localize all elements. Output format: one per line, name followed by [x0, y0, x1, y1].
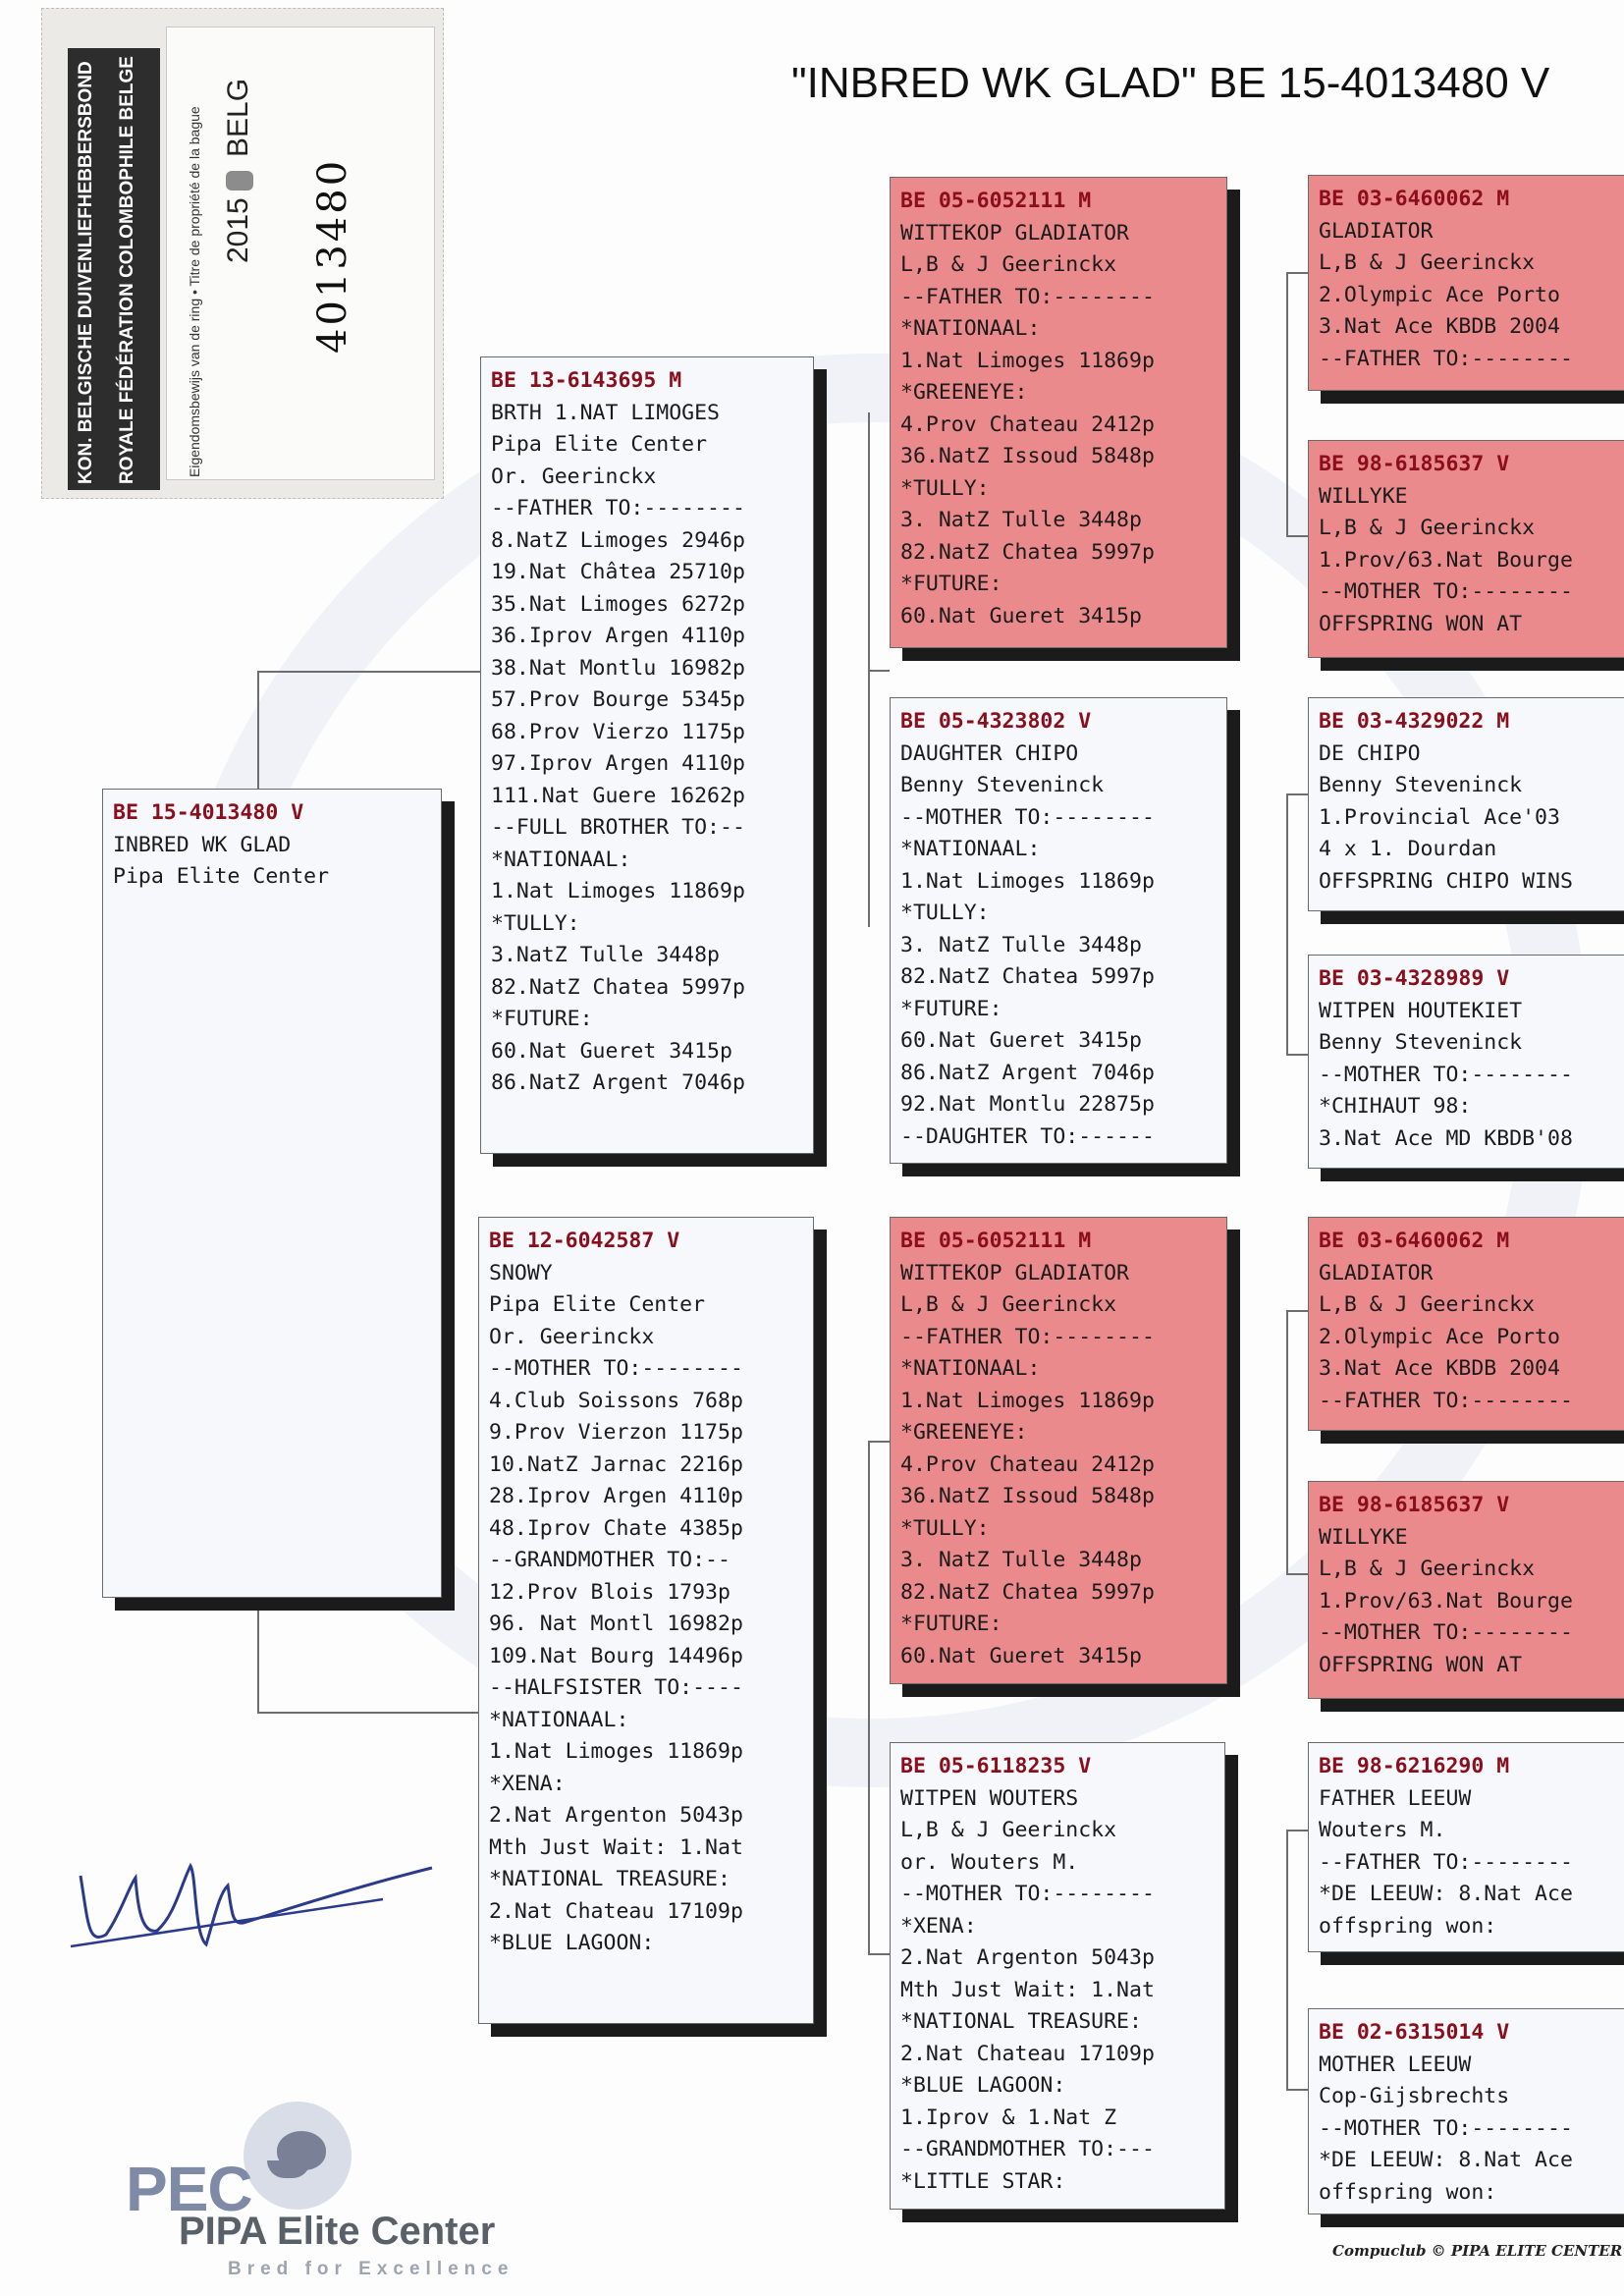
card-line: 60.Nat Gueret 3415p	[900, 1643, 1142, 1668]
card-line: *BLUE LAGOON:	[489, 1931, 655, 1955]
connector-line	[1286, 793, 1308, 795]
card-line: --DAUGHTER TO:------	[900, 1123, 1155, 1149]
pedigree-card-sss	[1308, 175, 1624, 391]
pedigree-card-sdd	[1308, 955, 1624, 1169]
pedigree-card-sds	[1308, 697, 1624, 911]
pedigree-card-sire-sire	[890, 177, 1227, 648]
card-line: 9.Prov Vierzon 1175p	[489, 1420, 743, 1445]
card-line: *TULLY:	[491, 910, 580, 936]
card-line: Or. Geerinckx	[489, 1324, 655, 1349]
card-line: *NATIONAAL:	[489, 1707, 629, 1732]
card-line: 2.Olympic Ace Porto	[1319, 1324, 1560, 1349]
card-line: *NATIONAAL:	[900, 1356, 1041, 1381]
ring-number-heading: BE 15-4013480 V	[113, 800, 304, 825]
card-line: 4.Club Soissons 768p	[489, 1388, 743, 1413]
card-line: 36.NatZ Issoud 5848p	[900, 1484, 1155, 1508]
card-line: --FATHER TO:--------	[900, 284, 1155, 309]
card-line: *TULLY:	[900, 1515, 990, 1541]
card-line: 109.Nat Bourg 14496p	[489, 1643, 743, 1668]
card-line: BRTH 1.NAT LIMOGES	[491, 400, 720, 425]
card-line: *DE LEEUW: 8.Nat Ace	[1319, 2148, 1573, 2172]
pedigree-card-sire-dam	[890, 697, 1227, 1164]
pedigree-card-dam	[478, 1217, 814, 2024]
card-line: --MOTHER TO:--------	[1319, 1620, 1573, 1645]
card-line: 1.Prov/63.Nat Bourge	[1319, 1588, 1573, 1613]
card-line: 4 x 1. Dourdan	[1319, 837, 1497, 861]
card-line: --FATHER TO:--------	[1319, 346, 1573, 371]
card-line: Pipa Elite Center	[113, 864, 330, 889]
connector-line	[257, 671, 480, 673]
logo-tagline: Bred for Excellence	[228, 2259, 514, 2279]
connector-line	[868, 1441, 870, 1955]
card-line: 3. NatZ Tulle 3448p	[900, 508, 1142, 532]
card-line: *TULLY:	[900, 475, 990, 501]
card-line: *FUTURE:	[900, 996, 1002, 1021]
ring-small-text: Eigendomsbewijs van de ring • Titre de propriété de la bague	[187, 106, 202, 477]
card-line: 97.Iprov Argen 4110p	[491, 751, 745, 776]
card-line: 82.NatZ Chatea 5997p	[491, 974, 745, 1000]
pigeon-icon	[244, 2102, 352, 2210]
card-line: 57.Prov Bourge 5345p	[491, 687, 745, 712]
card-line: 2.Nat Chateau 17109p	[900, 2041, 1155, 2066]
card-line: --FATHER TO:--------	[900, 1324, 1155, 1349]
card-line: 2.Olympic Ace Porto	[1319, 282, 1560, 307]
pedigree-card-subject	[102, 789, 442, 1598]
card-line: INBRED WK GLAD	[113, 832, 292, 857]
card-line: --MOTHER TO:--------	[1319, 1062, 1573, 1087]
card-line: *XENA:	[489, 1771, 566, 1796]
card-line: *LITTLE STAR:	[900, 2168, 1066, 2194]
card-line: WITPEN HOUTEKIET	[1319, 998, 1523, 1023]
card-line: L,B & J Geerinckx	[900, 1292, 1117, 1317]
card-line: *NATIONAL TREASURE:	[900, 2009, 1142, 2034]
pedigree-title: "INBRED WK GLAD" BE 15-4013480 V	[791, 59, 1550, 107]
pedigree-card-sire	[480, 356, 814, 1154]
logo-name: PIPA Elite Center	[179, 2210, 496, 2253]
card-line: Or. Geerinckx	[491, 464, 657, 489]
card-line: Mth Just Wait: 1.Nat	[900, 1977, 1155, 2002]
card-line: Benny Steveninck	[900, 773, 1105, 797]
ring-number-heading: BE 98-6185637 V	[1319, 1493, 1510, 1517]
connector-line	[868, 1441, 890, 1443]
card-line: offspring won:	[1319, 2179, 1497, 2205]
card-line: OFFSPRING CHIPO WINS	[1319, 868, 1573, 894]
card-line: 3.Nat Ace KBDB 2004	[1319, 1356, 1560, 1381]
card-line: 111.Nat Guere 16262p	[491, 783, 745, 808]
card-line: offspring won:	[1319, 1913, 1497, 1939]
card-line: 60.Nat Gueret 3415p	[900, 1028, 1142, 1053]
card-line: OFFSPRING WON AT	[1319, 611, 1523, 636]
footer-credit: Compuclub © PIPA ELITE CENTER	[1332, 2242, 1623, 2260]
card-line: Benny Steveninck	[1319, 1030, 1523, 1055]
card-line: *DE LEEUW: 8.Nat Ace	[1319, 1882, 1573, 1906]
card-line: FATHER LEEUW	[1319, 1785, 1472, 1811]
card-line: --MOTHER TO:--------	[1319, 2115, 1573, 2141]
card-line: Pipa Elite Center	[489, 1292, 706, 1317]
ring-number-heading: BE 03-4329022 M	[1319, 709, 1510, 734]
card-line: 96. Nat Montl 16982p	[489, 1612, 743, 1636]
connector-line	[1286, 1310, 1288, 1575]
card-line: Wouters M.	[1319, 1818, 1446, 1842]
connector-line	[1286, 1830, 1308, 1831]
ring-number-heading: BE 03-6460062 M	[1319, 187, 1510, 211]
card-line: *NATIONAL TREASURE:	[489, 1867, 731, 1891]
pedigree-card-dsd	[1308, 1481, 1624, 1699]
pedigree-card-dam-sire	[890, 1217, 1227, 1684]
connector-line	[868, 1953, 890, 1955]
card-line: 8.NatZ Limoges 2946p	[491, 527, 745, 553]
card-line: 2.Nat Argenton 5043p	[900, 1945, 1155, 1970]
connector-line	[1286, 2089, 1308, 2091]
connector-line	[1286, 1310, 1308, 1312]
card-line: --HALFSISTER TO:----	[489, 1675, 743, 1700]
card-line: *BLUE LAGOON:	[900, 2073, 1066, 2098]
card-line: 4.Prov Chateau 2412p	[900, 411, 1155, 437]
card-line: 10.NatZ Jarnac 2216p	[489, 1451, 743, 1477]
card-line: SNOWY	[489, 1260, 553, 1285]
card-line: 1.Nat Limoges 11869p	[900, 868, 1155, 894]
pedigree-card-ddd	[1308, 2008, 1624, 2214]
card-line: *GREENEYE:	[900, 380, 1028, 405]
card-line: WITTEKOP GLADIATOR	[900, 220, 1129, 246]
card-line: 82.NatZ Chatea 5997p	[900, 1579, 1155, 1605]
connector-line	[1286, 1573, 1308, 1575]
card-line: --FULL BROTHER TO:--	[491, 815, 745, 840]
card-line: 3.Nat Ace KBDB 2004	[1319, 314, 1560, 339]
card-line: GLADIATOR	[1319, 218, 1434, 244]
ring-number-heading: BE 05-4323802 V	[900, 709, 1092, 734]
card-line: 82.NatZ Chatea 5997p	[900, 964, 1155, 989]
card-line: --FATHER TO:--------	[1319, 1849, 1573, 1875]
ring-year: 2015	[222, 197, 254, 263]
card-line: --MOTHER TO:--------	[489, 1356, 743, 1381]
card-line: Mth Just Wait: 1.Nat	[489, 1834, 743, 1860]
card-line: 3. NatZ Tulle 3448p	[900, 932, 1142, 957]
card-line: 2.Nat Argenton 5043p	[489, 1803, 743, 1828]
connector-line	[1286, 1830, 1288, 2091]
card-line: 48.Iprov Chate 4385p	[489, 1515, 743, 1541]
card-line: 36.NatZ Issoud 5848p	[900, 444, 1155, 468]
ring-number: 4013480	[310, 157, 355, 354]
card-line: L,B & J Geerinckx	[1319, 516, 1536, 540]
card-line: L,B & J Geerinckx	[1319, 1292, 1536, 1317]
card-line: --MOTHER TO:--------	[1319, 579, 1573, 604]
card-line: *NATIONAAL:	[900, 316, 1041, 341]
ring-number-heading: BE 98-6185637 V	[1319, 452, 1510, 476]
card-line: --FATHER TO:--------	[1319, 1388, 1573, 1413]
card-line: Cop-Gijsbrechts	[1319, 2084, 1510, 2108]
crown-icon	[226, 171, 253, 191]
ring-org-fr: ROYALE FÉDÉRATION COLOMBOPHILE BELGE	[117, 56, 137, 484]
card-line: 60.Nat Gueret 3415p	[900, 603, 1142, 629]
card-line: 3. NatZ Tulle 3448p	[900, 1548, 1142, 1572]
ring-number-heading: BE 13-6143695 M	[491, 368, 682, 393]
connector-line	[1286, 272, 1288, 537]
card-line: OFFSPRING WON AT	[1319, 1652, 1523, 1677]
card-line: 1.Nat Limoges 11869p	[900, 1388, 1155, 1413]
ring-number-heading: BE 05-6052111 M	[900, 1229, 1092, 1253]
ring-org-nl: KON. BELGISCHE DUIVENLIEFHEBBERSBOND	[76, 61, 96, 484]
card-line: --MOTHER TO:--------	[900, 804, 1155, 830]
card-line: WILLYKE	[1319, 483, 1408, 509]
ring-country: BELG	[222, 78, 254, 157]
card-line: 36.Iprov Argen 4110p	[491, 624, 745, 648]
card-line: WITTEKOP GLADIATOR	[900, 1260, 1129, 1285]
card-line: *TULLY:	[900, 901, 990, 925]
card-line: *NATIONAAL:	[491, 847, 631, 872]
card-line: 12.Prov Blois 1793p	[489, 1579, 731, 1605]
connector-line	[257, 1712, 478, 1714]
card-line: 3.Nat Ace MD KBDB'08	[1319, 1125, 1573, 1151]
ring-number-heading: BE 03-6460062 M	[1319, 1229, 1510, 1253]
card-line: 92.Nat Montlu 22875p	[900, 1092, 1155, 1117]
ring-certificate-band	[68, 48, 160, 490]
ring-number-heading: BE 98-6216290 M	[1319, 1754, 1510, 1778]
card-line: DAUGHTER CHIPO	[900, 740, 1079, 766]
card-line: 1.Provincial Ace'03	[1319, 804, 1560, 830]
card-line: Benny Steveninck	[1319, 773, 1523, 797]
ring-number-heading: BE 03-4328989 V	[1319, 966, 1510, 991]
card-line: 86.NatZ Argent 7046p	[900, 1060, 1155, 1085]
card-line: L,B & J Geerinckx	[1319, 250, 1536, 275]
card-line: --MOTHER TO:--------	[900, 1882, 1155, 1906]
card-line: L,B & J Geerinckx	[900, 1818, 1117, 1842]
card-line: MOTHER LEEUW	[1319, 2051, 1472, 2077]
ring-number-heading: BE 05-6118235 V	[900, 1754, 1092, 1778]
card-line: GLADIATOR	[1319, 1260, 1434, 1285]
card-line: L,B & J Geerinckx	[900, 252, 1117, 277]
pedigree-card-dam-dam	[890, 1742, 1225, 2210]
card-line: WILLYKE	[1319, 1524, 1408, 1550]
card-line: --GRANDMOTHER TO:---	[900, 2137, 1155, 2161]
card-line: Pipa Elite Center	[491, 432, 708, 457]
card-line: 68.Prov Vierzo 1175p	[491, 719, 745, 744]
ring-number-heading: BE 05-6052111 M	[900, 189, 1092, 213]
card-line: *CHIHAUT 98:	[1319, 1094, 1472, 1119]
card-line: 4.Prov Chateau 2412p	[900, 1451, 1155, 1477]
card-line: *GREENEYE:	[900, 1420, 1028, 1445]
card-line: *XENA:	[900, 1913, 977, 1939]
card-line: 2.Nat Chateau 17109p	[489, 1898, 743, 1924]
pedigree-card-dds	[1308, 1742, 1624, 1952]
pedigree-card-ssd	[1308, 440, 1624, 658]
card-line: 1.Prov/63.Nat Bourge	[1319, 547, 1573, 573]
card-line: 38.Nat Montlu 16982p	[491, 655, 745, 681]
connector-line	[1286, 272, 1308, 274]
card-line: 28.Iprov Argen 4110p	[489, 1484, 743, 1508]
card-line: --FATHER TO:--------	[491, 496, 745, 520]
connector-line	[1286, 535, 1308, 537]
card-line: 35.Nat Limoges 6272p	[491, 591, 745, 617]
connector-line	[868, 670, 890, 672]
card-line: 1.Nat Limoges 11869p	[491, 879, 745, 903]
card-line: 19.Nat Châtea 25710p	[491, 560, 745, 584]
card-line: *NATIONAAL:	[900, 837, 1041, 861]
pedigree-card-dss	[1308, 1217, 1624, 1431]
card-line: or. Wouters M.	[900, 1849, 1079, 1875]
card-line: --GRANDMOTHER TO:--	[489, 1548, 731, 1572]
card-line: 1.Nat Limoges 11869p	[900, 348, 1155, 373]
ring-number-heading: BE 12-6042587 V	[489, 1229, 680, 1253]
card-line: 86.NatZ Argent 7046p	[491, 1070, 745, 1095]
card-line: DE CHIPO	[1319, 740, 1421, 766]
card-line: 82.NatZ Chatea 5997p	[900, 539, 1155, 565]
connector-line	[1286, 1054, 1308, 1056]
card-line: 60.Nat Gueret 3415p	[491, 1038, 732, 1064]
card-line: 1.Nat Limoges 11869p	[489, 1739, 743, 1764]
card-line: L,B & J Geerinckx	[1319, 1557, 1536, 1581]
card-line: 1.Iprov & 1.Nat Z	[900, 2105, 1117, 2130]
card-line: 3.NatZ Tulle 3448p	[491, 943, 720, 967]
card-line: *FUTURE:	[491, 1007, 593, 1031]
card-line: WITPEN WOUTERS	[900, 1785, 1079, 1811]
ring-number-heading: BE 02-6315014 V	[1319, 2020, 1510, 2045]
card-line: *FUTURE:	[900, 1612, 1002, 1636]
connector-line	[1286, 793, 1288, 1056]
logo-pec: PEC	[126, 2154, 252, 2224]
card-line: *FUTURE:	[900, 572, 1002, 596]
signature-mark	[59, 1817, 452, 1994]
ring-certificate	[41, 8, 444, 499]
ring-certificate-body	[166, 27, 435, 480]
